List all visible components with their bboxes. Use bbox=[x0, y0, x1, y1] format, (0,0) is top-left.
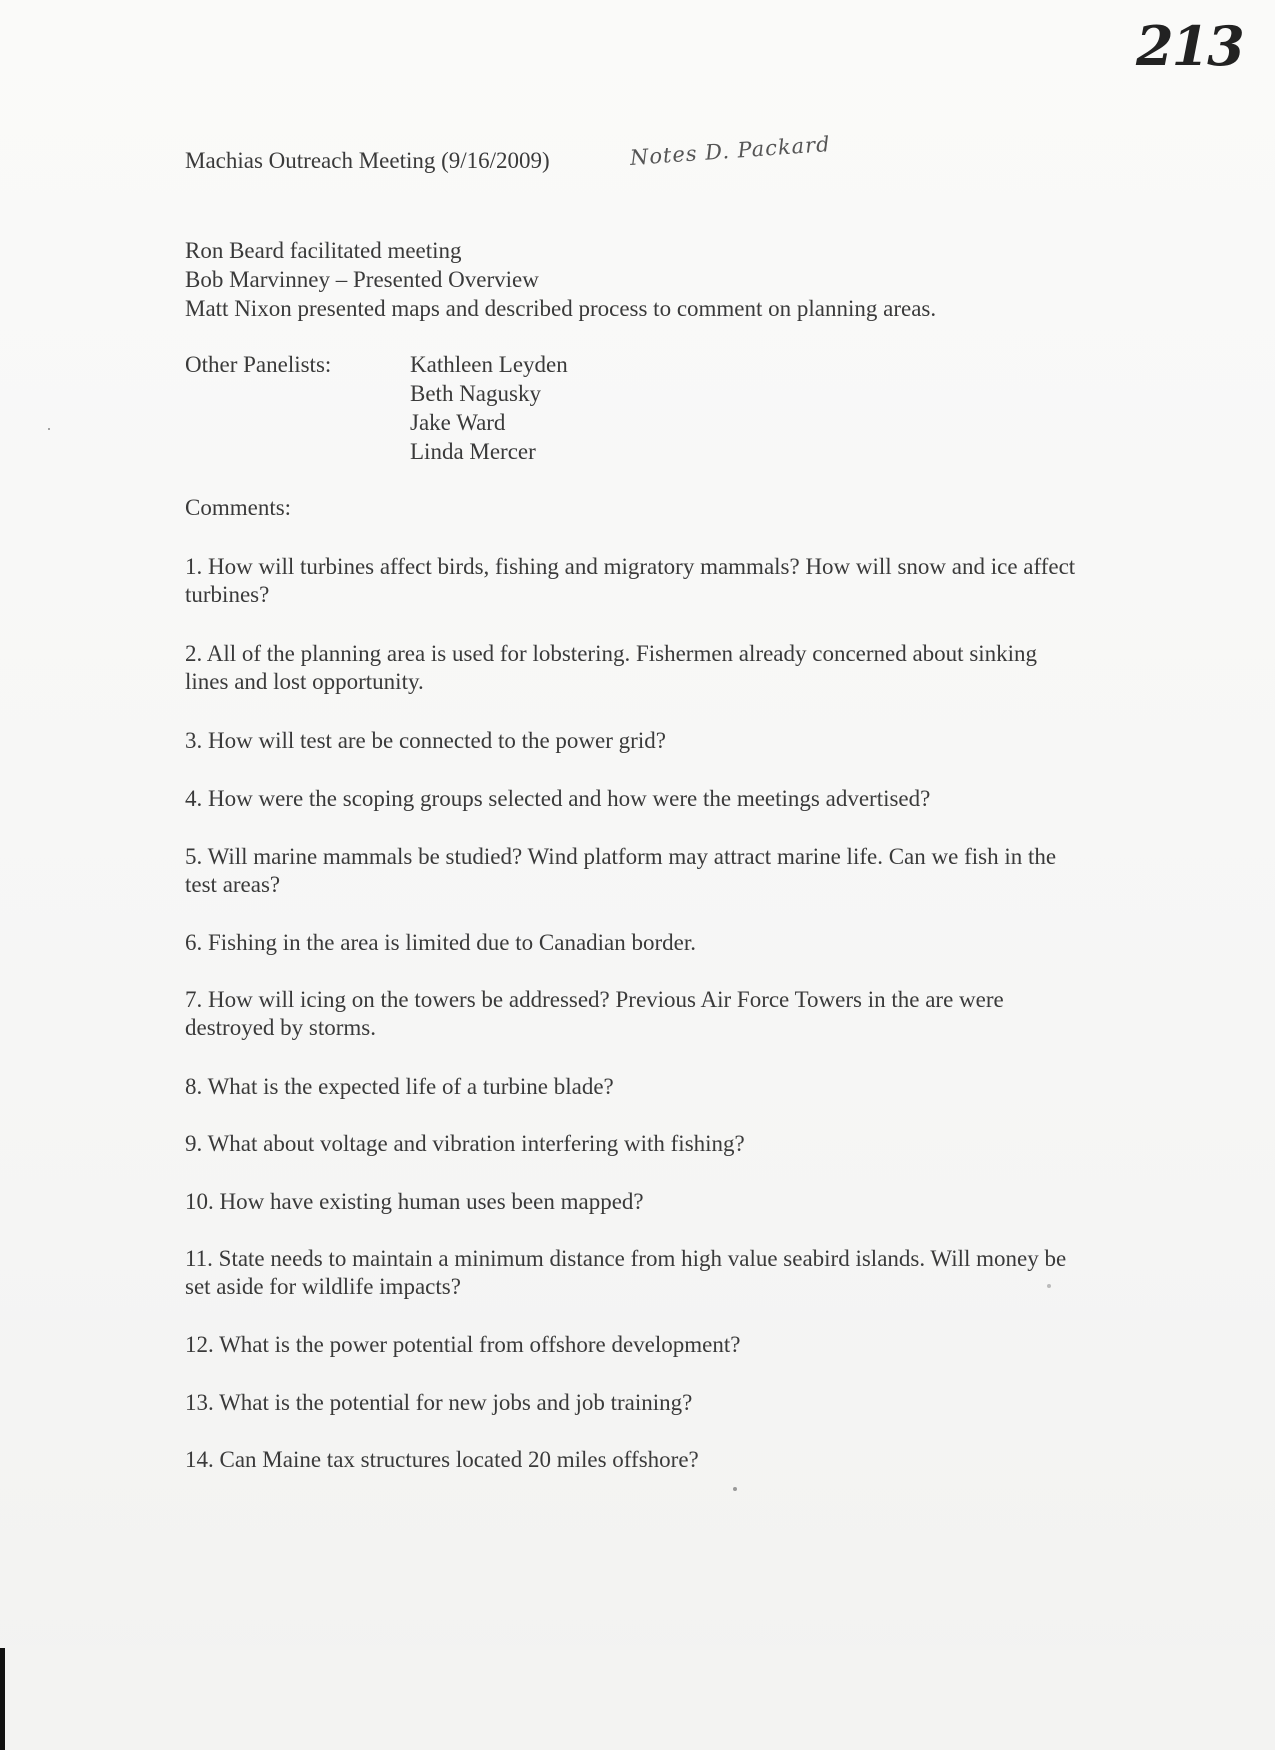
handwritten-note: Notes D. Packard bbox=[629, 132, 832, 170]
scan-speck bbox=[48, 428, 50, 430]
panelist-name: Beth Nagusky bbox=[410, 381, 541, 406]
overview-line: Bob Marvinney – Presented Overview bbox=[185, 267, 539, 292]
comment-item: 1. How will turbines affect birds, fishing and migratory mammals? How will snow and ice affect turbines? bbox=[185, 554, 1076, 607]
comment-item: 14. Can Maine tax structures located 20 miles offshore? bbox=[185, 1447, 699, 1472]
panelist-name: Kathleen Leyden bbox=[410, 352, 568, 377]
maps-line: Matt Nixon presented maps and described process to comment on planning areas. bbox=[185, 296, 937, 321]
comment-item: 12. What is the power potential from offshore development? bbox=[185, 1332, 741, 1357]
scan-bottom-band bbox=[0, 1645, 1275, 1750]
panelist-name: Linda Mercer bbox=[410, 439, 536, 464]
comment-item: 8. What is the expected life of a turbine blade? bbox=[185, 1074, 614, 1099]
comment-item: 9. What about voltage and vibration interfering with fishing? bbox=[185, 1131, 745, 1156]
facilitator-line: Ron Beard facilitated meeting bbox=[185, 238, 462, 263]
comment-item: 13. What is the potential for new jobs and job training? bbox=[185, 1390, 693, 1415]
comment-item: 10. How have existing human uses been mapped? bbox=[185, 1189, 644, 1214]
comment-item: 3. How will test are be connected to the power grid? bbox=[185, 728, 666, 753]
page-number: 213 bbox=[1136, 14, 1243, 78]
scan-edge-mark bbox=[0, 1648, 5, 1750]
panelist-name: Jake Ward bbox=[410, 410, 506, 435]
comments-heading: Comments: bbox=[185, 495, 292, 520]
panelists-list bbox=[410, 350, 568, 466]
meeting-title: Machias Outreach Meeting (9/16/2009) bbox=[185, 148, 550, 173]
comment-item: 6. Fishing in the area is limited due to Canadian border. bbox=[185, 930, 697, 955]
scan-speck bbox=[733, 1487, 737, 1491]
comment-item: 5. Will marine mammals be studied? Wind platform may attract marine life. Can we fish in the test areas? bbox=[185, 844, 1057, 897]
comment-item: 11. State needs to maintain a minimum distance from high value seabird islands. Will money be set aside for wildlife impacts? bbox=[185, 1246, 1067, 1299]
comment-item: 7. How will icing on the towers be addressed? Previous Air Force Towers in the are were destroyed by storms. bbox=[185, 987, 1004, 1040]
comment-item: 4. How were the scoping groups selected and how were the meetings advertised? bbox=[185, 786, 931, 811]
comment-item: 2. All of the planning area is used for lobstering. Fishermen already concerned about sinking lines and lost opportunity. bbox=[185, 641, 1038, 694]
scan-speck bbox=[1047, 1284, 1051, 1288]
intro-section bbox=[185, 236, 936, 323]
panelists-label: Other Panelists: bbox=[185, 352, 332, 377]
